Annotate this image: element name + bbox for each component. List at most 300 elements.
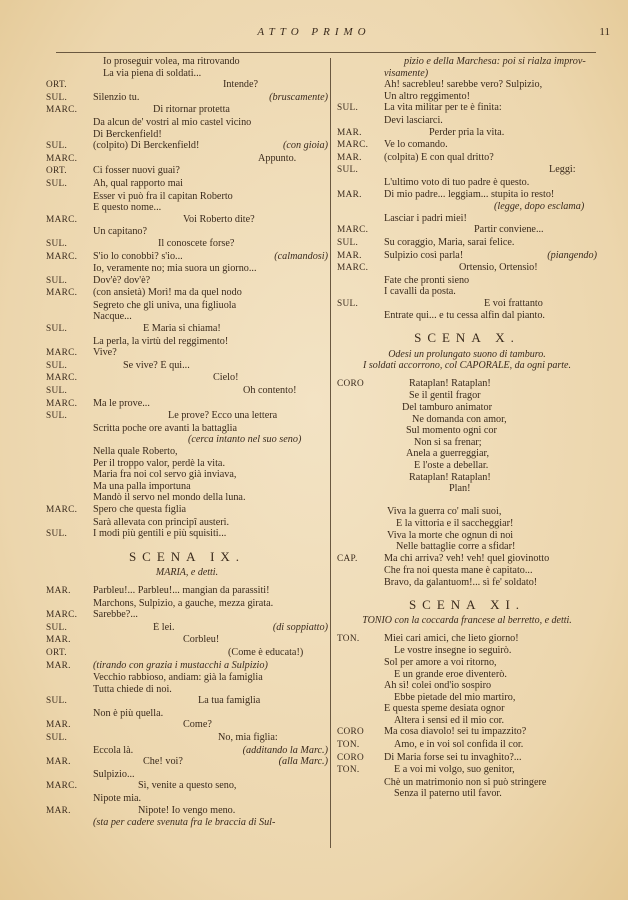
line-text: Di Maria forse sei tu invaghito?... <box>384 751 522 763</box>
right-dialogue-b <box>337 378 597 589</box>
dialogue-line <box>46 708 328 720</box>
dialogue-line <box>337 91 597 103</box>
dialogue-line <box>46 769 328 781</box>
line-text: Nella quale Roberto, <box>93 446 178 457</box>
line-text: Che! voi? <box>143 756 183 768</box>
dialogue-line <box>337 553 597 566</box>
line-text: E questa speme desiata ognor <box>384 703 505 715</box>
dialogue-line <box>46 756 328 769</box>
dialogue-line <box>337 152 597 165</box>
line-text: (colpita) E con qual dritto? <box>384 151 494 163</box>
speaker-name: MAR. <box>337 189 362 200</box>
dialogue-line <box>337 201 597 213</box>
speaker-name: MARC. <box>337 263 369 274</box>
line-text: Per il troppo valor, perdè la vita. <box>93 457 225 469</box>
line-text: Scritta poche ore avanti la battaglia <box>93 422 237 434</box>
speaker-name: MAR. <box>46 720 71 731</box>
dialogue-line <box>46 336 328 348</box>
dialogue-line <box>46 660 328 673</box>
line-text: E voi frattanto <box>484 297 543 309</box>
stage-direction: (con gioia) <box>283 140 328 152</box>
dialogue-line <box>337 669 597 681</box>
line-text: Voi Roberto dite? <box>183 213 255 225</box>
line-text: Partir conviene... <box>474 224 544 236</box>
line-text: (Come è educata!) <box>228 646 304 658</box>
line-text: Entrate qui... e tu cessa alfin dal pianto. <box>384 310 545 322</box>
line-text: Di ritornar protetta <box>153 104 230 116</box>
dialogue-line <box>337 565 597 577</box>
dialogue-line <box>337 115 597 127</box>
line-text: (legge, dopo esclama) <box>494 201 585 213</box>
dialogue-line <box>337 102 597 115</box>
dialogue-line <box>46 410 328 423</box>
line-text: I cavalli da posta. <box>384 286 456 298</box>
speaker-name: SUL. <box>46 141 68 152</box>
stage-direction: (calmandosi) <box>274 250 328 262</box>
dialogue-line <box>337 298 597 311</box>
line-text: Ah sì! colei ond'io sospiro <box>384 680 492 692</box>
dialogue-line <box>46 191 328 203</box>
line-text: Ah! sacrebleu! sarebbe vero? Sulpizio, <box>384 79 543 91</box>
dialogue-line <box>46 275 328 288</box>
line-text: E un grande eroe diventerò. <box>394 668 507 680</box>
dialogue-line <box>337 310 597 322</box>
line-text: Il conoscete forse? <box>158 237 235 249</box>
line-text: Nipote! Io vengo meno. <box>138 804 236 816</box>
line-text: Io proseguir volea, ma ritrovando <box>103 56 240 67</box>
dialogue-line <box>46 622 328 635</box>
speaker-name: TON. <box>337 740 360 751</box>
line-text: Da alcun de' vostri al mio castel vicino <box>93 116 252 128</box>
line-text: Intende? <box>223 79 259 91</box>
speaker-name: SUL. <box>46 696 68 707</box>
speaker-name: SUL. <box>337 165 359 176</box>
line-text: Marchons, Sulpizio, a gauche, mezza girata. <box>93 597 274 609</box>
line-text: Dov'è? dov'è? <box>93 274 151 286</box>
line-text: Parbleu!... Parbleu!... mangian da parassiti! <box>93 584 270 596</box>
line-text: Sarà allevata con principî austeri. <box>93 516 230 528</box>
line-text: La via piena di soldati... <box>103 67 202 79</box>
speaker-name: ORT. <box>46 80 67 91</box>
line-text: Spero che questa figlia <box>93 503 187 515</box>
dialogue-line <box>46 129 328 141</box>
line-text: Come? <box>183 719 212 731</box>
dialogue-line <box>337 703 597 715</box>
speaker-name: MARC. <box>46 105 78 116</box>
running-header <box>0 26 628 42</box>
dialogue-line <box>337 541 597 553</box>
dialogue-line <box>337 764 597 777</box>
stage-direction: (alla Marc.) <box>278 756 328 768</box>
right-dialogue-a <box>337 56 597 322</box>
stage-direction: (bruscamente) <box>269 91 328 103</box>
line-text: (sta per cadere svenuta fra le braccia di Sul- <box>93 817 276 829</box>
line-text: Un capitano? <box>93 226 148 238</box>
speaker-name: MARC. <box>46 781 78 792</box>
dialogue-line <box>337 275 597 287</box>
line-text: E a voi mi volgo, suo genitor, <box>394 764 515 776</box>
dialogue-line <box>337 715 597 727</box>
line-text: E la vittoria e il saccheggiar! <box>396 517 514 529</box>
line-text: Non si sa frenar; <box>414 436 482 448</box>
dialogue-line <box>337 577 597 589</box>
dialogue-line <box>46 311 328 323</box>
dialogue-line <box>46 684 328 696</box>
line-text: Ma le prove... <box>93 397 150 409</box>
dialogue-line <box>337 448 597 460</box>
speaker-name: MAR. <box>46 660 71 671</box>
speaker-name: SUL. <box>337 298 359 309</box>
line-text: Vecchio rabbioso, andiam: già la famiglia <box>93 672 263 684</box>
speaker-name: MAR. <box>337 152 362 163</box>
line-text: Sulpizio così parla! <box>384 249 464 261</box>
scene-x-title: SCENA X. <box>414 330 520 346</box>
speaker-name: MARC. <box>337 225 369 236</box>
dialogue-line <box>337 472 597 484</box>
line-text: E Maria si chiama! <box>143 323 221 335</box>
speaker-name: SUL. <box>46 92 68 103</box>
line-text: Miei cari amici, che lieto giorno! <box>384 632 519 644</box>
speaker-name: MARC. <box>46 251 78 262</box>
speaker-name: MARC. <box>337 140 369 151</box>
dialogue-line <box>46 793 328 805</box>
line-text: L'ultimo voto di tuo padre è questo. <box>384 176 530 188</box>
line-text: Lasciar i padri miei! <box>384 212 467 224</box>
dialogue-line <box>46 251 328 264</box>
dialogue-line <box>337 788 597 800</box>
line-text: Segreto che gli univa, una figliuola <box>93 299 237 311</box>
line-text: Maria fra noi col servo già inviava, <box>93 469 237 481</box>
line-text: La tua famiglia <box>198 695 261 707</box>
line-text: Io, veramente no; mia suora un giorno... <box>93 263 257 275</box>
dialogue-line <box>46 214 328 227</box>
dialogue-line <box>46 469 328 481</box>
line-text: Ma una palla importuna <box>93 480 191 492</box>
dialogue-line <box>46 492 328 504</box>
dialogue-line <box>46 695 328 708</box>
line-text: Sì, venite a questo seno, <box>138 780 237 792</box>
dialogue-line <box>46 140 328 153</box>
line-text: Sulpizio... <box>93 768 135 780</box>
line-text: Ah, qual rapporto mai <box>93 177 183 189</box>
speaker-name: SUL. <box>46 386 68 397</box>
dialogue-line <box>46 647 328 660</box>
dialogue-line <box>337 127 597 140</box>
dialogue-line <box>46 817 328 829</box>
speaker-name: MARC. <box>46 348 78 359</box>
speaker-name: SUL. <box>46 529 68 540</box>
speaker-name: MAR. <box>46 585 71 596</box>
speaker-name: SUL. <box>46 324 68 335</box>
speaker-name: MAR. <box>337 250 362 261</box>
line-text: Leggi: <box>549 164 576 176</box>
line-text: (colpito) Di Berckenfield! <box>93 140 200 152</box>
dialogue-line <box>46 79 328 92</box>
line-text: Ne domanda con amor, <box>412 413 507 425</box>
line-text: Senza il paterno util favor. <box>394 788 502 800</box>
speaker-name: SUL. <box>46 733 68 744</box>
dialogue-line <box>337 739 597 752</box>
dialogue-line <box>337 250 597 263</box>
line-text: Non è più quella. <box>93 707 164 719</box>
dialogue-line <box>337 414 597 426</box>
speaker-name: SUL. <box>46 238 68 249</box>
dialogue-line <box>337 402 597 414</box>
dialogue-line <box>46 598 328 610</box>
line-text: Esser vi può fra il capitan Roberto <box>93 190 233 202</box>
left-dialogue-a <box>46 56 328 541</box>
line-text: E questo nome... <box>93 202 162 214</box>
speaker-name: SUL. <box>46 275 68 286</box>
scene-ix-direction: MARIA, e detti. <box>155 567 219 579</box>
line-text: Ebbe pietade del mio martiro, <box>394 691 516 703</box>
line-text: Sol per amore a voi ritorno, <box>384 656 497 668</box>
dialogue-line <box>337 139 597 152</box>
page-number: 11 <box>599 26 610 38</box>
speaker-name: ORT. <box>46 166 67 177</box>
speaker-name: CORO <box>337 378 365 389</box>
dialogue-line <box>46 56 328 68</box>
scene-x-direction-1: Odesi un prolungato suono di tamburo. <box>388 348 546 360</box>
line-text: Ortensio, Ortensio! <box>459 262 538 274</box>
line-text: Rataplan! Rataplan! <box>409 377 491 389</box>
line-text: Che fra noi questa mane è capitato... <box>384 565 533 577</box>
dialogue-line <box>46 323 328 336</box>
dialogue-line <box>337 657 597 669</box>
line-text: Vive? <box>93 347 117 359</box>
line-text: Bravo, da galantuom!... sì fe' soldato! <box>384 576 538 588</box>
speaker-name: MAR. <box>46 635 71 646</box>
speaker-name: CORO <box>337 727 365 738</box>
line-text: Perder pria la vita. <box>429 126 505 138</box>
line-text: (tirando con grazia i mustacchi a Sulpizio) <box>93 659 268 671</box>
speaker-name: MAR. <box>337 127 362 138</box>
speaker-name: MARC. <box>46 398 78 409</box>
line-text: Anela a guerreggiar, <box>406 448 490 460</box>
dialogue-line <box>337 518 597 530</box>
speaker-name: MARC. <box>46 214 78 225</box>
dialogue-line <box>46 153 328 166</box>
line-text: Plan! <box>449 483 471 495</box>
line-text: Di mio padre... leggiam... stupita io resto! <box>384 188 555 200</box>
dialogue-line <box>46 780 328 793</box>
line-text: È lei. <box>153 621 175 633</box>
right-dialogue-c <box>337 633 597 800</box>
dialogue-line <box>337 237 597 250</box>
left-column <box>46 56 328 829</box>
dialogue-line <box>337 437 597 449</box>
dialogue-line <box>46 238 328 251</box>
line-text: La vita militar per te è finita: <box>384 102 502 114</box>
line-text: Se vive? È qui... <box>123 359 190 371</box>
line-text: Corbleu! <box>183 634 220 646</box>
line-text: Altera i sensi ed il mio cor. <box>394 714 505 726</box>
line-text: Oh contento! <box>243 385 297 397</box>
dialogue-line <box>337 726 597 739</box>
column-divider <box>330 58 331 848</box>
line-text: Nipote mia. <box>93 793 142 805</box>
dialogue-line <box>46 360 328 373</box>
line-text: Amo, e in voi sol confida il cor. <box>394 739 524 751</box>
line-text: Viva la morte che ognun di noi <box>387 529 514 541</box>
speaker-name: TON. <box>337 765 360 776</box>
line-text: Su coraggio, Maria, sarai felice. <box>384 236 515 248</box>
dialogue-line <box>46 805 328 818</box>
speaker-name: SUL. <box>46 360 68 371</box>
stage-direction: (di soppiatto) <box>272 621 328 633</box>
speaker-name: MARC. <box>46 610 78 621</box>
dialogue-line <box>46 481 328 493</box>
scene-x-direction-2: I soldati accorrono, col CAPORALE, da ogni parte. <box>363 360 571 372</box>
header-title: ATTO PRIMO <box>257 26 371 38</box>
speaker-name: SUL. <box>46 411 68 422</box>
line-text: La perla, la virtù del reggimento! <box>93 335 229 347</box>
line-text: Eccola là. <box>93 744 134 756</box>
speaker-name: CAP. <box>337 553 358 564</box>
dialogue-line <box>337 483 597 495</box>
line-text: No, mia figlia: <box>218 732 278 744</box>
dialogue-line <box>46 672 328 684</box>
dialogue-line <box>337 189 597 202</box>
dialogue-line <box>46 68 328 80</box>
dialogue-line <box>337 286 597 298</box>
dialogue-line <box>46 226 328 238</box>
dialogue-line <box>46 745 328 757</box>
line-text: Ci fosser nuovi guai? <box>93 165 180 177</box>
stage-direction: (additando la Marc.) <box>242 744 328 756</box>
dialogue-line <box>337 378 597 391</box>
dialogue-line <box>46 423 328 435</box>
dialogue-line <box>46 178 328 191</box>
line-text: S'io lo conobbi? s'io... <box>93 250 183 262</box>
dialogue-line <box>337 506 597 518</box>
dialogue-line <box>46 446 328 458</box>
line-text: I modi più gentili e più squisiti... <box>93 528 227 540</box>
dialogue-line <box>46 372 328 385</box>
dialogue-line <box>46 585 328 598</box>
scene-ix-title: SCENA IX. <box>128 548 246 564</box>
dialogue-line <box>337 390 597 402</box>
line-text: (con ansietà) Morì! ma da quel nodo <box>93 287 242 299</box>
speaker-name: ORT. <box>46 647 67 658</box>
dialogue-line <box>46 104 328 117</box>
line-text: Sarebbe?... <box>93 609 138 621</box>
speaker-name: SUL. <box>337 103 359 114</box>
line-text: Se il gentil fragor <box>409 390 481 402</box>
dialogue-line <box>337 692 597 704</box>
dialogue-line <box>337 262 597 275</box>
dialogue-line <box>46 517 328 529</box>
dialogue-line <box>46 287 328 300</box>
dialogue-line <box>46 92 328 105</box>
dialogue-line <box>46 165 328 178</box>
dialogue-line <box>337 56 597 68</box>
dialogue-line <box>46 434 328 446</box>
dialogue-line <box>46 528 328 541</box>
dialogue-line <box>337 752 597 765</box>
dialogue-line <box>337 495 597 507</box>
line-text: Appunto. <box>258 152 297 164</box>
speaker-name: MAR. <box>46 757 71 768</box>
line-text: Del tamburo animator <box>402 402 492 414</box>
dialogue-line <box>337 425 597 437</box>
right-column <box>337 56 597 800</box>
dialogue-line <box>46 634 328 647</box>
dialogue-line <box>46 347 328 360</box>
speaker-name: MARC. <box>46 373 78 384</box>
speaker-name: CORO <box>337 752 365 763</box>
dialogue-line <box>337 645 597 657</box>
dialogue-line <box>46 398 328 411</box>
line-text: Le vostre insegne io seguirò. <box>394 645 512 657</box>
dialogue-line <box>46 609 328 622</box>
line-text: Ve lo comando. <box>384 139 448 151</box>
speaker-name: SUL. <box>46 622 68 633</box>
dialogue-line <box>337 68 597 80</box>
header-rule <box>56 52 596 53</box>
speaker-name: MARC. <box>46 504 78 515</box>
dialogue-line <box>337 460 597 472</box>
dialogue-line <box>46 300 328 312</box>
line-text: Un altro reggimento! <box>384 90 471 102</box>
speaker-name: MARC. <box>46 153 78 164</box>
line-text: Silenzio tu. <box>93 91 140 103</box>
line-text: pizio e della Marchesa: poi si rialza improv- <box>404 56 586 67</box>
line-text: Chè un matrimonio non si può stringere <box>384 776 547 788</box>
dialogue-line <box>46 202 328 214</box>
line-text: Nelle battaglie corre a sfidar! <box>396 541 516 553</box>
dialogue-line <box>337 164 597 177</box>
line-text: visamente) <box>384 67 429 79</box>
line-text: Viva la guerra co' mali suoi, <box>387 506 502 518</box>
line-text: Rataplan! Rataplan! <box>409 471 491 483</box>
speaker-name: SUL. <box>46 178 68 189</box>
speaker-name: MARC. <box>46 288 78 299</box>
dialogue-line <box>337 633 597 646</box>
dialogue-line <box>337 213 597 225</box>
line-text: Mandò il servo nel mondo della luna. <box>93 492 246 504</box>
dialogue-line <box>46 732 328 745</box>
line-text: Ma cosa diavolo! sei tu impazzito? <box>384 726 527 738</box>
dialogue-line <box>46 504 328 517</box>
dialogue-line <box>337 224 597 237</box>
line-text: Ma chi arriva? veh! veh! quel giovinotto <box>384 552 550 564</box>
scene-xi-title: SCENA XI. <box>408 596 526 612</box>
line-text: Fate che pronti sieno <box>384 274 470 286</box>
left-dialogue-b <box>46 585 328 829</box>
line-text: Sul momento ogni cor <box>406 425 497 437</box>
dialogue-line <box>337 680 597 692</box>
line-text: Tutta chiede di noi. <box>93 683 172 695</box>
dialogue-line <box>46 117 328 129</box>
line-text: E l'oste a debellar. <box>414 460 489 471</box>
speaker-name: TON. <box>337 633 360 644</box>
dialogue-line <box>337 177 597 189</box>
dialogue-line <box>337 79 597 91</box>
dialogue-line <box>46 385 328 398</box>
dialogue-line <box>46 719 328 732</box>
dialogue-line <box>46 458 328 470</box>
line-text: Le prove? Ecco una lettera <box>168 410 278 422</box>
dialogue-line <box>337 530 597 542</box>
line-text: (cerca intanto nel suo seno) <box>188 434 302 446</box>
line-text: Devi lasciarci. <box>384 114 443 126</box>
line-text: Cielo! <box>213 372 239 384</box>
dialogue-line <box>46 263 328 275</box>
scene-xi-direction: TONIO con la coccarda francese al berretto, e detti. <box>362 615 572 627</box>
line-text: Di Berckenfield! <box>93 128 162 140</box>
line-text: Nacque... <box>93 311 132 323</box>
